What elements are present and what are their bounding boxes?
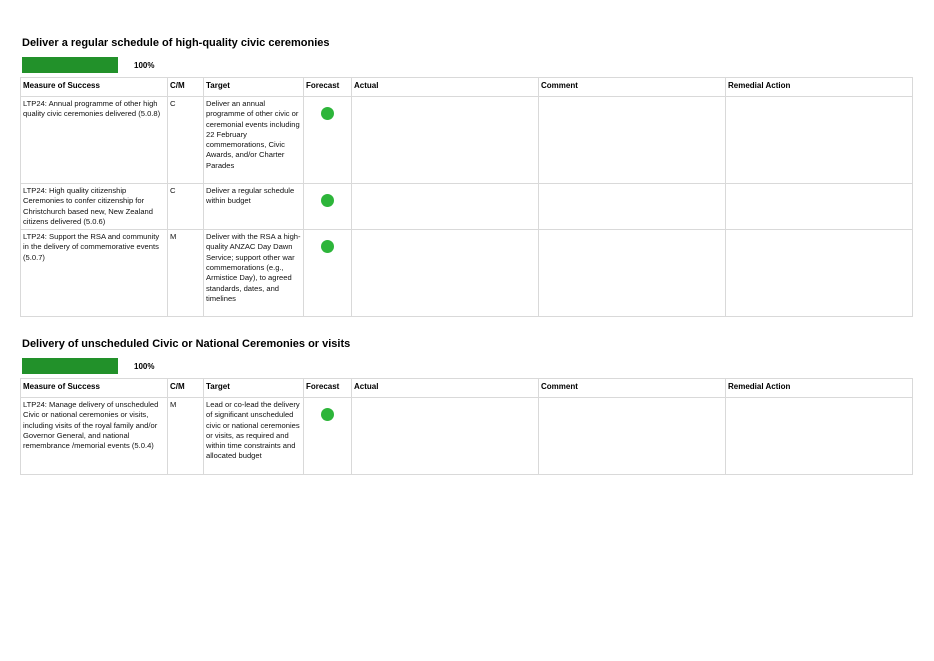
remedial-cell [726,184,913,230]
progress-fill [22,358,118,374]
section-title: Deliver a regular schedule of high-quality civic ceremonies [22,37,330,49]
green-dot-icon [321,107,334,120]
table-row [21,184,913,230]
target-cell: Lead or co-lead the delivery of significant unscheduled civic or national ceremonies or visits, as required and within time constraints and allocated budget [204,398,304,475]
comment-cell [539,398,726,475]
section-title: Delivery of unscheduled Civic or National Ceremonies or visits [22,338,351,350]
progress-row [20,57,912,73]
target-cell: Deliver an annual programme of other civic or ceremonial events including 22 February commemorations, Civic Awards, and/or Charter Parades [204,97,304,184]
remedial-cell [726,398,913,475]
green-dot-icon [321,408,334,421]
table-row [21,97,913,184]
target-cell: Deliver a regular schedule within budget [204,184,304,230]
col-header-comment: Comment [539,379,726,398]
progress-bar [22,57,118,73]
measure-cell: LTP24: Support the RSA and community in the delivery of commemorative events (5.0.7) [21,230,168,317]
col-header-cm: C/M [168,78,204,97]
progress-fill [22,57,118,73]
table-header-row [21,78,913,97]
col-header-remedial: Remedial Action [726,78,913,97]
forecast-cell [304,97,352,184]
forecast-cell [304,184,352,230]
green-dot-icon [321,194,334,207]
col-header-measure: Measure of Success [21,379,168,398]
col-header-comment: Comment [539,78,726,97]
col-header-forecast: Forecast [304,78,352,97]
col-header-cm: C/M [168,379,204,398]
measures-table [20,77,913,317]
col-header-forecast: Forecast [304,379,352,398]
progress-label: 100% [134,361,155,371]
remedial-cell [726,230,913,317]
progress-label: 100% [134,60,155,70]
progress-row [20,358,912,374]
col-header-actual: Actual [352,379,539,398]
actual-cell [352,97,539,184]
measures-table [20,378,913,475]
col-header-actual: Actual [352,78,539,97]
col-header-remedial: Remedial Action [726,379,913,398]
section-2 [20,337,912,475]
measure-cell: LTP24: Annual programme of other high quality civic ceremonies delivered (5.0.8) [21,97,168,184]
actual-cell [352,184,539,230]
section-1 [20,36,912,317]
comment-cell [539,230,726,317]
actual-cell [352,230,539,317]
col-header-measure: Measure of Success [21,78,168,97]
measure-cell: LTP24: Manage delivery of unscheduled Civic or national ceremonies or visits, including visits of the royal family and/or Governor General, and national remembrance /memorial events (5.0.4) [21,398,168,475]
table-row [21,230,913,317]
cm-cell: C [168,97,204,184]
comment-cell [539,184,726,230]
col-header-target: Target [204,78,304,97]
progress-bar [22,358,118,374]
comment-cell [539,97,726,184]
forecast-cell [304,230,352,317]
remedial-cell [726,97,913,184]
cm-cell: M [168,230,204,317]
green-dot-icon [321,240,334,253]
table-header-row [21,379,913,398]
cm-cell: C [168,184,204,230]
actual-cell [352,398,539,475]
cm-cell: M [168,398,204,475]
table-row [21,398,913,475]
forecast-cell [304,398,352,475]
col-header-target: Target [204,379,304,398]
measure-cell: LTP24: High quality citizenship Ceremonies to confer citizenship for Christchurch based new, New Zealand citizens delivered (5.0.6) [21,184,168,230]
target-cell: Deliver with the RSA a high-quality ANZAC Day Dawn Service; support other war commemorations (e.g., Armistice Day), to agreed standards, dates, and timelines [204,230,304,317]
